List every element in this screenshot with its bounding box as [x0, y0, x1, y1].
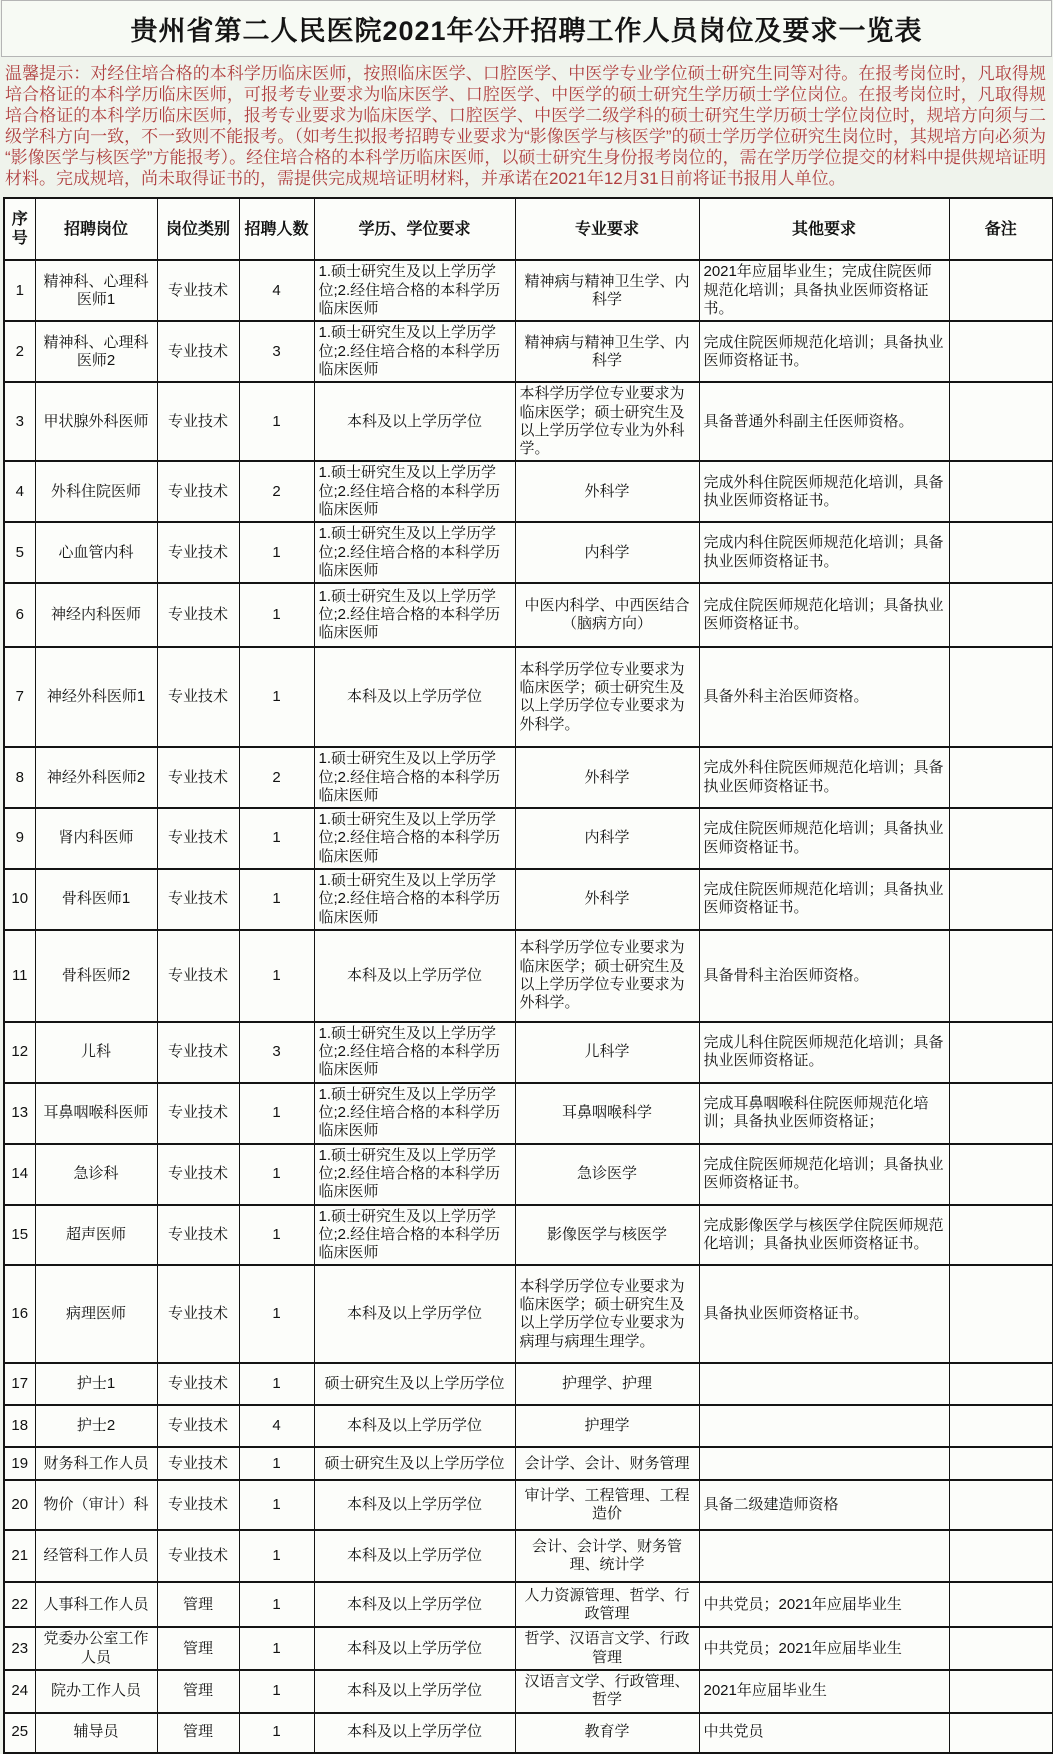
cell-remark [949, 461, 1053, 522]
cell-remark [949, 747, 1053, 808]
cell-post: 儿科 [35, 1022, 157, 1083]
cell-category: 专业技术 [157, 1480, 239, 1530]
cell-no: 25 [4, 1713, 35, 1753]
cell-category: 专业技术 [157, 808, 239, 869]
cell-other: 完成耳鼻咽喉科住院医师规范化培训；具备执业医师资格证； [699, 1083, 949, 1144]
cell-post: 院办工作人员 [35, 1670, 157, 1713]
cell-other: 完成外科住院医师规范化培训；具备执业医师资格证书。 [699, 747, 949, 808]
cell-other: 中共党员；2021年应届毕业生 [699, 1582, 949, 1627]
table-row [4, 1447, 1053, 1480]
cell-count: 1 [239, 869, 314, 930]
cell-category: 专业技术 [157, 382, 239, 461]
cell-no: 13 [4, 1083, 35, 1144]
recruitment-table [3, 197, 1053, 1753]
table-row [4, 321, 1053, 382]
cell-no: 10 [4, 869, 35, 930]
cell-other: 完成住院医师规范化培训；具备执业医师资格证书。 [699, 808, 949, 869]
cell-remark [949, 869, 1053, 930]
cell-post: 骨科医师1 [35, 869, 157, 930]
cell-category: 专业技术 [157, 1405, 239, 1447]
header-row [4, 198, 1053, 260]
cell-other: 具备二级建造师资格 [699, 1480, 949, 1530]
cell-other: 2021年应届毕业生 [699, 1670, 949, 1713]
table-row [4, 647, 1053, 747]
cell-other: 完成住院医师规范化培训；具备执业医师资格证书。 [699, 583, 949, 647]
cell-major: 本科学历学位专业要求为临床医学；硕士研究生及以上学历学位专业要求为外科学。 [515, 647, 699, 747]
cell-category: 专业技术 [157, 647, 239, 747]
cell-category: 管理 [157, 1582, 239, 1627]
cell-category: 专业技术 [157, 461, 239, 522]
cell-major: 儿科学 [515, 1022, 699, 1083]
cell-other: 完成住院医师规范化培训；具备执业医师资格证书。 [699, 321, 949, 382]
column-header-0: 序号 [4, 198, 35, 260]
cell-post: 急诊科 [35, 1144, 157, 1205]
cell-count: 3 [239, 1022, 314, 1083]
cell-education: 1.硕士研究生及以上学历学位;2.经住培合格的本科学历临床医师 [314, 583, 515, 647]
cell-post: 神经内科医师 [35, 583, 157, 647]
cell-remark [949, 930, 1053, 1022]
cell-education: 1.硕士研究生及以上学历学位;2.经住培合格的本科学历临床医师 [314, 1144, 515, 1205]
cell-major: 外科学 [515, 461, 699, 522]
cell-post: 骨科医师2 [35, 930, 157, 1022]
cell-post: 心血管内科 [35, 522, 157, 583]
cell-category: 专业技术 [157, 1083, 239, 1144]
cell-major: 会计学、会计、财务管理 [515, 1447, 699, 1480]
table-row [4, 260, 1053, 321]
cell-no: 21 [4, 1530, 35, 1582]
cell-no: 22 [4, 1582, 35, 1627]
table-row [4, 1144, 1053, 1205]
cell-count: 1 [239, 808, 314, 869]
cell-remark [949, 1447, 1053, 1480]
cell-remark [949, 1144, 1053, 1205]
cell-count: 1 [239, 1670, 314, 1713]
table-row [4, 1265, 1053, 1363]
cell-education: 本科及以上学历学位 [314, 1480, 515, 1530]
table-row [4, 1083, 1053, 1144]
column-header-3: 招聘人数 [239, 198, 314, 260]
cell-remark [949, 1265, 1053, 1363]
cell-education: 本科及以上学历学位 [314, 1405, 515, 1447]
cell-education: 1.硕士研究生及以上学历学位;2.经住培合格的本科学历临床医师 [314, 1083, 515, 1144]
cell-category: 专业技术 [157, 1447, 239, 1480]
cell-post: 外科住院医师 [35, 461, 157, 522]
table-row [4, 1022, 1053, 1083]
cell-education: 1.硕士研究生及以上学历学位;2.经住培合格的本科学历临床医师 [314, 260, 515, 321]
cell-other [699, 1405, 949, 1447]
table-row [4, 382, 1053, 461]
cell-category: 专业技术 [157, 321, 239, 382]
cell-count: 2 [239, 461, 314, 522]
cell-education: 本科及以上学历学位 [314, 1670, 515, 1713]
cell-category: 专业技术 [157, 1022, 239, 1083]
cell-other: 具备外科主治医师资格。 [699, 647, 949, 747]
cell-other [699, 1363, 949, 1405]
cell-other: 完成住院医师规范化培训；具备执业医师资格证书。 [699, 869, 949, 930]
cell-major: 审计学、工程管理、工程造价 [515, 1480, 699, 1530]
cell-post: 精神科、心理科医师2 [35, 321, 157, 382]
cell-category: 管理 [157, 1713, 239, 1753]
cell-education: 1.硕士研究生及以上学历学位;2.经住培合格的本科学历临床医师 [314, 747, 515, 808]
cell-category: 专业技术 [157, 930, 239, 1022]
cell-other: 完成内科住院医师规范化培训；具备执业医师资格证书。 [699, 522, 949, 583]
cell-education: 本科及以上学历学位 [314, 382, 515, 461]
cell-other: 完成影像医学与核医学住院医师规范化培训；具备执业医师资格证书。 [699, 1205, 949, 1266]
cell-no: 16 [4, 1265, 35, 1363]
cell-count: 1 [239, 1627, 314, 1670]
cell-count: 1 [239, 1205, 314, 1266]
cell-major: 本科学历学位专业要求为临床医学；硕士研究生及以上学历学位专业要求为病理与病理生理学。 [515, 1265, 699, 1363]
cell-count: 4 [239, 1405, 314, 1447]
cell-major: 内科学 [515, 522, 699, 583]
cell-count: 1 [239, 1083, 314, 1144]
column-header-6: 其他要求 [699, 198, 949, 260]
cell-other: 具备骨科主治医师资格。 [699, 930, 949, 1022]
cell-count: 1 [239, 1265, 314, 1363]
cell-no: 8 [4, 747, 35, 808]
cell-category: 专业技术 [157, 1363, 239, 1405]
cell-category: 管理 [157, 1627, 239, 1670]
cell-major: 耳鼻咽喉科学 [515, 1083, 699, 1144]
cell-education: 本科及以上学历学位 [314, 1627, 515, 1670]
cell-education: 硕士研究生及以上学历学位 [314, 1363, 515, 1405]
cell-education: 硕士研究生及以上学历学位 [314, 1447, 515, 1480]
cell-education: 本科及以上学历学位 [314, 1530, 515, 1582]
cell-remark [949, 1363, 1053, 1405]
cell-count: 4 [239, 260, 314, 321]
cell-post: 物价（审计）科 [35, 1480, 157, 1530]
cell-post: 甲状腺外科医师 [35, 382, 157, 461]
cell-education: 1.硕士研究生及以上学历学位;2.经住培合格的本科学历临床医师 [314, 808, 515, 869]
cell-major: 内科学 [515, 808, 699, 869]
cell-other: 完成儿科住院医师规范化培训；具备执业医师资格证。 [699, 1022, 949, 1083]
cell-education: 1.硕士研究生及以上学历学位;2.经住培合格的本科学历临床医师 [314, 1205, 515, 1266]
cell-remark [949, 260, 1053, 321]
cell-category: 专业技术 [157, 1205, 239, 1266]
cell-count: 1 [239, 1530, 314, 1582]
table-row [4, 1205, 1053, 1266]
cell-major: 精神病与精神卫生学、内科学 [515, 321, 699, 382]
cell-post: 护士1 [35, 1363, 157, 1405]
column-header-2: 岗位类别 [157, 198, 239, 260]
table-row [4, 930, 1053, 1022]
cell-major: 外科学 [515, 869, 699, 930]
cell-post: 超声医师 [35, 1205, 157, 1266]
cell-other: 中共党员；2021年应届毕业生 [699, 1627, 949, 1670]
cell-remark [949, 382, 1053, 461]
column-header-1: 招聘岗位 [35, 198, 157, 260]
cell-remark [949, 1713, 1053, 1753]
cell-major: 护理学 [515, 1405, 699, 1447]
cell-education: 1.硕士研究生及以上学历学位;2.经住培合格的本科学历临床医师 [314, 321, 515, 382]
column-header-7: 备注 [949, 198, 1053, 260]
cell-no: 5 [4, 522, 35, 583]
cell-remark [949, 1405, 1053, 1447]
cell-count: 1 [239, 1144, 314, 1205]
table-row [4, 1480, 1053, 1530]
cell-remark [949, 1022, 1053, 1083]
table-row [4, 747, 1053, 808]
cell-major: 影像医学与核医学 [515, 1205, 699, 1266]
cell-other [699, 1530, 949, 1582]
cell-major: 哲学、汉语言文学、行政管理 [515, 1627, 699, 1670]
cell-education: 1.硕士研究生及以上学历学位;2.经住培合格的本科学历临床医师 [314, 522, 515, 583]
cell-major: 急诊医学 [515, 1144, 699, 1205]
cell-count: 1 [239, 1582, 314, 1627]
cell-other: 具备普通外科副主任医师资格。 [699, 382, 949, 461]
cell-remark [949, 1480, 1053, 1530]
cell-major: 护理学、护理 [515, 1363, 699, 1405]
cell-major: 汉语言文学、行政管理、哲学 [515, 1670, 699, 1713]
cell-other: 2021年应届毕业生；完成住院医师规范化培训；具备执业医师资格证书。 [699, 260, 949, 321]
cell-other: 中共党员 [699, 1713, 949, 1753]
table-row [4, 1582, 1053, 1627]
cell-remark [949, 522, 1053, 583]
cell-no: 11 [4, 930, 35, 1022]
cell-major: 会计、会计学、财务管理、统计学 [515, 1530, 699, 1582]
cell-remark [949, 1582, 1053, 1627]
cell-remark [949, 583, 1053, 647]
cell-post: 财务科工作人员 [35, 1447, 157, 1480]
cell-post: 神经外科医师1 [35, 647, 157, 747]
cell-no: 19 [4, 1447, 35, 1480]
cell-other [699, 1447, 949, 1480]
cell-count: 1 [239, 522, 314, 583]
cell-no: 6 [4, 583, 35, 647]
cell-category: 管理 [157, 1670, 239, 1713]
cell-no: 4 [4, 461, 35, 522]
notice-text: 温馨提示：对经住培合格的本科学历临床医师，按照临床医学、口腔医学、中医学专业学位硕士研究生同等对待。在报考岗位时，凡取得规培合格证的本科学历临床医师，可报考专业要求为临床医学、口腔医学、中医学的硕士研究生学历硕士学位岗位。在报考岗位时，凡取得规培合格证的本科学历临床医师，报考专业要求为临床医学、口腔医学、中医学二级学科的硕士研究生学历硕士学位岗位时，规培方向须与二级学科方向一致，不一致则不能报考。（如考生拟报考招聘专业要求为“影像医学与核医学”的硕士学历学位研究生岗位时，其规培方向必须为“影像医学与核医学”方能报考）。经住培合格的本科学历临床医师，以硕士研究生身份报考岗位的，需在学历学位提交的材料中提供规培证明材料。完成规培，尚未取得证书的，需提供完成规培证明材料，并承诺在2021年12月31日前将证书报用人单位。 [5, 64, 1046, 189]
cell-category: 专业技术 [157, 1144, 239, 1205]
cell-category: 专业技术 [157, 260, 239, 321]
cell-no: 12 [4, 1022, 35, 1083]
table-row [4, 522, 1053, 583]
cell-remark [949, 1627, 1053, 1670]
page-title: 贵州省第二人民医院2021年公开招聘工作人员岗位及要求一览表 [130, 16, 923, 46]
cell-count: 2 [239, 747, 314, 808]
cell-no: 23 [4, 1627, 35, 1670]
cell-category: 专业技术 [157, 522, 239, 583]
cell-count: 1 [239, 647, 314, 747]
column-header-4: 学历、学位要求 [314, 198, 515, 260]
cell-major: 外科学 [515, 747, 699, 808]
cell-post: 肾内科医师 [35, 808, 157, 869]
cell-remark [949, 1530, 1053, 1582]
table-row [4, 583, 1053, 647]
cell-major: 本科学历学位专业要求为临床医学；硕士研究生及以上学历学位专业为外科学。 [515, 382, 699, 461]
cell-post: 经管科工作人员 [35, 1530, 157, 1582]
cell-education: 本科及以上学历学位 [314, 930, 515, 1022]
cell-count: 1 [239, 1447, 314, 1480]
cell-no: 1 [4, 260, 35, 321]
cell-count: 1 [239, 1480, 314, 1530]
cell-count: 1 [239, 930, 314, 1022]
cell-post: 病理医师 [35, 1265, 157, 1363]
cell-education: 本科及以上学历学位 [314, 1265, 515, 1363]
cell-post: 神经外科医师2 [35, 747, 157, 808]
cell-no: 20 [4, 1480, 35, 1530]
cell-no: 18 [4, 1405, 35, 1447]
cell-education: 1.硕士研究生及以上学历学位;2.经住培合格的本科学历临床医师 [314, 1022, 515, 1083]
cell-remark [949, 321, 1053, 382]
cell-education: 1.硕士研究生及以上学历学位;2.经住培合格的本科学历临床医师 [314, 461, 515, 522]
cell-remark [949, 1083, 1053, 1144]
cell-category: 专业技术 [157, 747, 239, 808]
table-row [4, 808, 1053, 869]
cell-education: 本科及以上学历学位 [314, 647, 515, 747]
cell-no: 24 [4, 1670, 35, 1713]
cell-count: 1 [239, 583, 314, 647]
table-header [4, 198, 1053, 260]
cell-education: 1.硕士研究生及以上学历学位;2.经住培合格的本科学历临床医师 [314, 869, 515, 930]
cell-education: 本科及以上学历学位 [314, 1713, 515, 1753]
table-row [4, 869, 1053, 930]
cell-major: 本科学历学位专业要求为临床医学；硕士研究生及以上学历学位专业要求为外科学。 [515, 930, 699, 1022]
cell-no: 15 [4, 1205, 35, 1266]
cell-other: 完成外科住院医师规范化培训，具备执业医师资格证书。 [699, 461, 949, 522]
cell-major: 人力资源管理、哲学、行政管理 [515, 1582, 699, 1627]
cell-remark [949, 1670, 1053, 1713]
cell-other: 具备执业医师资格证书。 [699, 1265, 949, 1363]
cell-post: 人事科工作人员 [35, 1582, 157, 1627]
table-row [4, 1627, 1053, 1670]
table-row [4, 1405, 1053, 1447]
cell-count: 1 [239, 1713, 314, 1753]
cell-remark [949, 1205, 1053, 1266]
cell-no: 2 [4, 321, 35, 382]
cell-post: 耳鼻咽喉科医师 [35, 1083, 157, 1144]
table-row [4, 1363, 1053, 1405]
cell-count: 3 [239, 321, 314, 382]
cell-no: 9 [4, 808, 35, 869]
table-body [4, 260, 1053, 1752]
table-row [4, 461, 1053, 522]
cell-count: 1 [239, 1363, 314, 1405]
title-box [1, 0, 1052, 57]
cell-major: 精神病与精神卫生学、内科学 [515, 260, 699, 321]
cell-category: 专业技术 [157, 1530, 239, 1582]
cell-remark [949, 647, 1053, 747]
cell-remark [949, 808, 1053, 869]
cell-category: 专业技术 [157, 583, 239, 647]
cell-major: 教育学 [515, 1713, 699, 1753]
table-row [4, 1713, 1053, 1753]
cell-post: 党委办公室工作人员 [35, 1627, 157, 1670]
cell-count: 1 [239, 382, 314, 461]
cell-no: 17 [4, 1363, 35, 1405]
table-row [4, 1530, 1053, 1582]
cell-category: 专业技术 [157, 1265, 239, 1363]
cell-no: 3 [4, 382, 35, 461]
cell-post: 精神科、心理科医师1 [35, 260, 157, 321]
cell-education: 本科及以上学历学位 [314, 1582, 515, 1627]
cell-category: 专业技术 [157, 869, 239, 930]
cell-no: 14 [4, 1144, 35, 1205]
table-row [4, 1670, 1053, 1713]
column-header-5: 专业要求 [515, 198, 699, 260]
cell-post: 护士2 [35, 1405, 157, 1447]
cell-major: 中医内科学、中西医结合（脑病方向） [515, 583, 699, 647]
cell-other: 完成住院医师规范化培训；具备执业医师资格证书。 [699, 1144, 949, 1205]
cell-no: 7 [4, 647, 35, 747]
cell-post: 辅导员 [35, 1713, 157, 1753]
